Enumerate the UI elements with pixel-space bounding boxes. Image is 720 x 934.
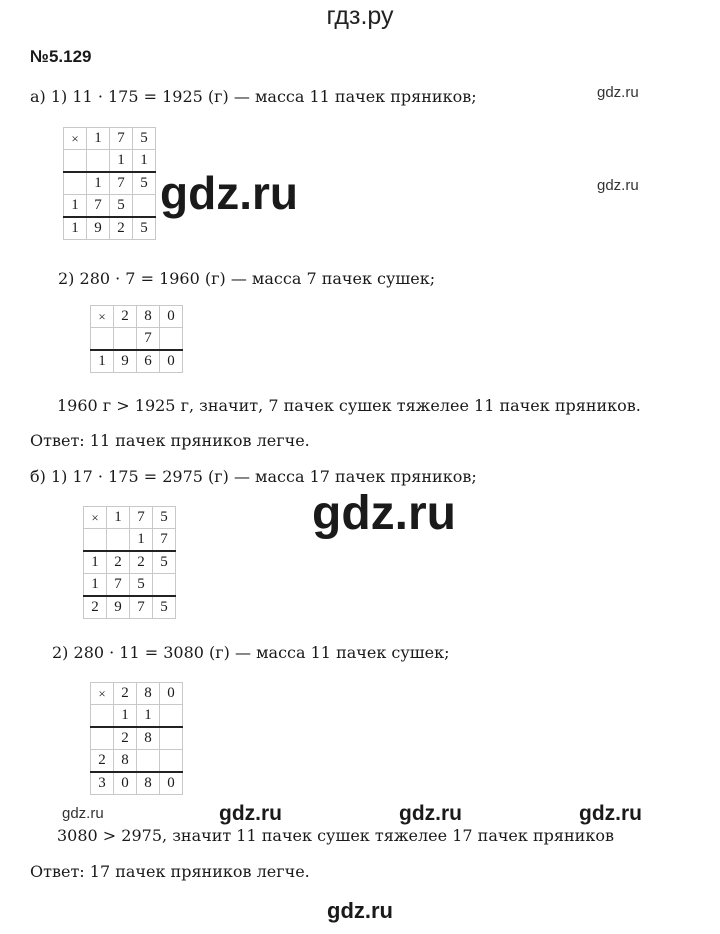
digit-cell: 8 — [114, 750, 137, 773]
digit-cell: 7 — [87, 195, 110, 218]
digit-cell: 1 — [84, 551, 107, 574]
digit-cell: 2 — [91, 750, 114, 773]
part-a-step2: 2) 280 · 7 = 1960 (г) — масса 7 пачек сушек; — [58, 269, 436, 288]
digit-cell: 2 — [114, 727, 137, 750]
digit-cell: 7 — [130, 596, 153, 619]
digit-cell — [84, 529, 107, 552]
digit-cell — [137, 750, 160, 773]
digit-cell: 3 — [91, 772, 114, 795]
digit-cell: 1 — [87, 172, 110, 195]
digit-cell: 9 — [114, 350, 137, 373]
site-title[interactable]: гдз.ру — [326, 2, 394, 30]
digit-cell: 2 — [84, 596, 107, 619]
digit-cell: 0 — [160, 772, 183, 795]
digit-cell: 5 — [110, 195, 133, 218]
digit-cell: 0 — [160, 350, 183, 373]
digit-cell: 2 — [114, 306, 137, 328]
digit-cell: 1 — [133, 150, 156, 173]
digit-cell — [160, 328, 183, 351]
digit-cell — [133, 195, 156, 218]
digit-cell: 5 — [133, 172, 156, 195]
digit-cell: 1 — [110, 150, 133, 173]
watermark-mid: gdz.ru — [399, 802, 462, 825]
digit-cell: 2 — [110, 217, 133, 240]
digit-cell: 2 — [130, 551, 153, 574]
digit-cell: 2 — [114, 683, 137, 705]
digit-cell — [107, 529, 130, 552]
digit-cell: 1 — [87, 128, 110, 150]
digit-cell: 5 — [153, 596, 176, 619]
multiply-sign: × — [91, 683, 114, 705]
digit-cell: 1 — [84, 574, 107, 597]
digit-cell: 7 — [137, 328, 160, 351]
digit-cell: 1 — [64, 217, 87, 240]
digit-cell: 8 — [137, 772, 160, 795]
multiply-sign: × — [84, 507, 107, 529]
digit-cell: 7 — [107, 574, 130, 597]
digit-cell: 5 — [133, 128, 156, 150]
part-a-compare: 1960 г > 1925 г, значит, 7 пачек сушек тяжелее 11 пачек пряников. — [57, 396, 641, 415]
watermark-big: gdz.ru — [312, 487, 456, 540]
digit-cell: 1 — [64, 195, 87, 218]
digit-cell — [91, 328, 114, 351]
watermark-big: gdz.ru — [160, 167, 298, 219]
digit-cell: 0 — [114, 772, 137, 795]
part-a-calc2 — [90, 305, 183, 373]
digit-cell: 8 — [137, 727, 160, 750]
multiply-sign: × — [91, 306, 114, 328]
digit-cell: 5 — [153, 507, 176, 529]
watermark-bottom: gdz.ru — [327, 898, 393, 923]
part-b-step2: 2) 280 · 11 = 3080 (г) — масса 11 пачек сушек; — [52, 643, 450, 662]
digit-cell — [160, 750, 183, 773]
part-a-step1: а) 1) 11 · 175 = 1925 (г) — масса 11 пачек пряников; — [30, 87, 477, 106]
digit-cell: 5 — [130, 574, 153, 597]
digit-cell: 9 — [107, 596, 130, 619]
digit-cell: 6 — [137, 350, 160, 373]
part-b-compare: 3080 > 2975, значит 11 пачек сушек тяжелее 17 пачек пряников — [57, 826, 614, 845]
digit-cell — [91, 727, 114, 750]
digit-cell: 7 — [110, 128, 133, 150]
watermark-mid: gdz.ru — [579, 802, 642, 825]
digit-cell — [64, 150, 87, 173]
digit-cell: 9 — [87, 217, 110, 240]
digit-cell: 1 — [114, 705, 137, 728]
digit-cell: 1 — [130, 529, 153, 552]
task-number: №5.129 — [30, 47, 92, 66]
digit-cell: 7 — [153, 529, 176, 552]
watermark-small: gdz.ru — [597, 177, 639, 194]
digit-cell: 0 — [160, 306, 183, 328]
part-a-answer: Ответ: 11 пачек пряников легче. — [30, 431, 310, 450]
digit-cell: 8 — [137, 683, 160, 705]
digit-cell — [91, 705, 114, 728]
digit-cell: 8 — [137, 306, 160, 328]
multiply-sign: × — [64, 128, 87, 150]
watermark-mid: gdz.ru — [219, 802, 282, 825]
watermark-small: gdz.ru — [62, 805, 104, 822]
digit-cell — [160, 705, 183, 728]
watermark-small: gdz.ru — [597, 84, 639, 101]
digit-cell: 1 — [137, 705, 160, 728]
digit-cell — [64, 172, 87, 195]
part-b-step1: б) 1) 17 · 175 = 2975 (г) — масса 17 пачек пряников; — [30, 467, 477, 486]
digit-cell — [87, 150, 110, 173]
digit-cell: 7 — [110, 172, 133, 195]
part-a-calc1 — [63, 127, 156, 240]
digit-cell: 1 — [107, 507, 130, 529]
part-b-calc1 — [83, 506, 176, 619]
digit-cell: 2 — [107, 551, 130, 574]
digit-cell — [153, 574, 176, 597]
digit-cell: 5 — [153, 551, 176, 574]
digit-cell — [114, 328, 137, 351]
part-b-answer: Ответ: 17 пачек пряников легче. — [30, 862, 310, 881]
digit-cell — [160, 727, 183, 750]
digit-cell: 5 — [133, 217, 156, 240]
part-b-calc2 — [90, 682, 183, 795]
digit-cell: 7 — [130, 507, 153, 529]
digit-cell: 1 — [91, 350, 114, 373]
digit-cell: 0 — [160, 683, 183, 705]
